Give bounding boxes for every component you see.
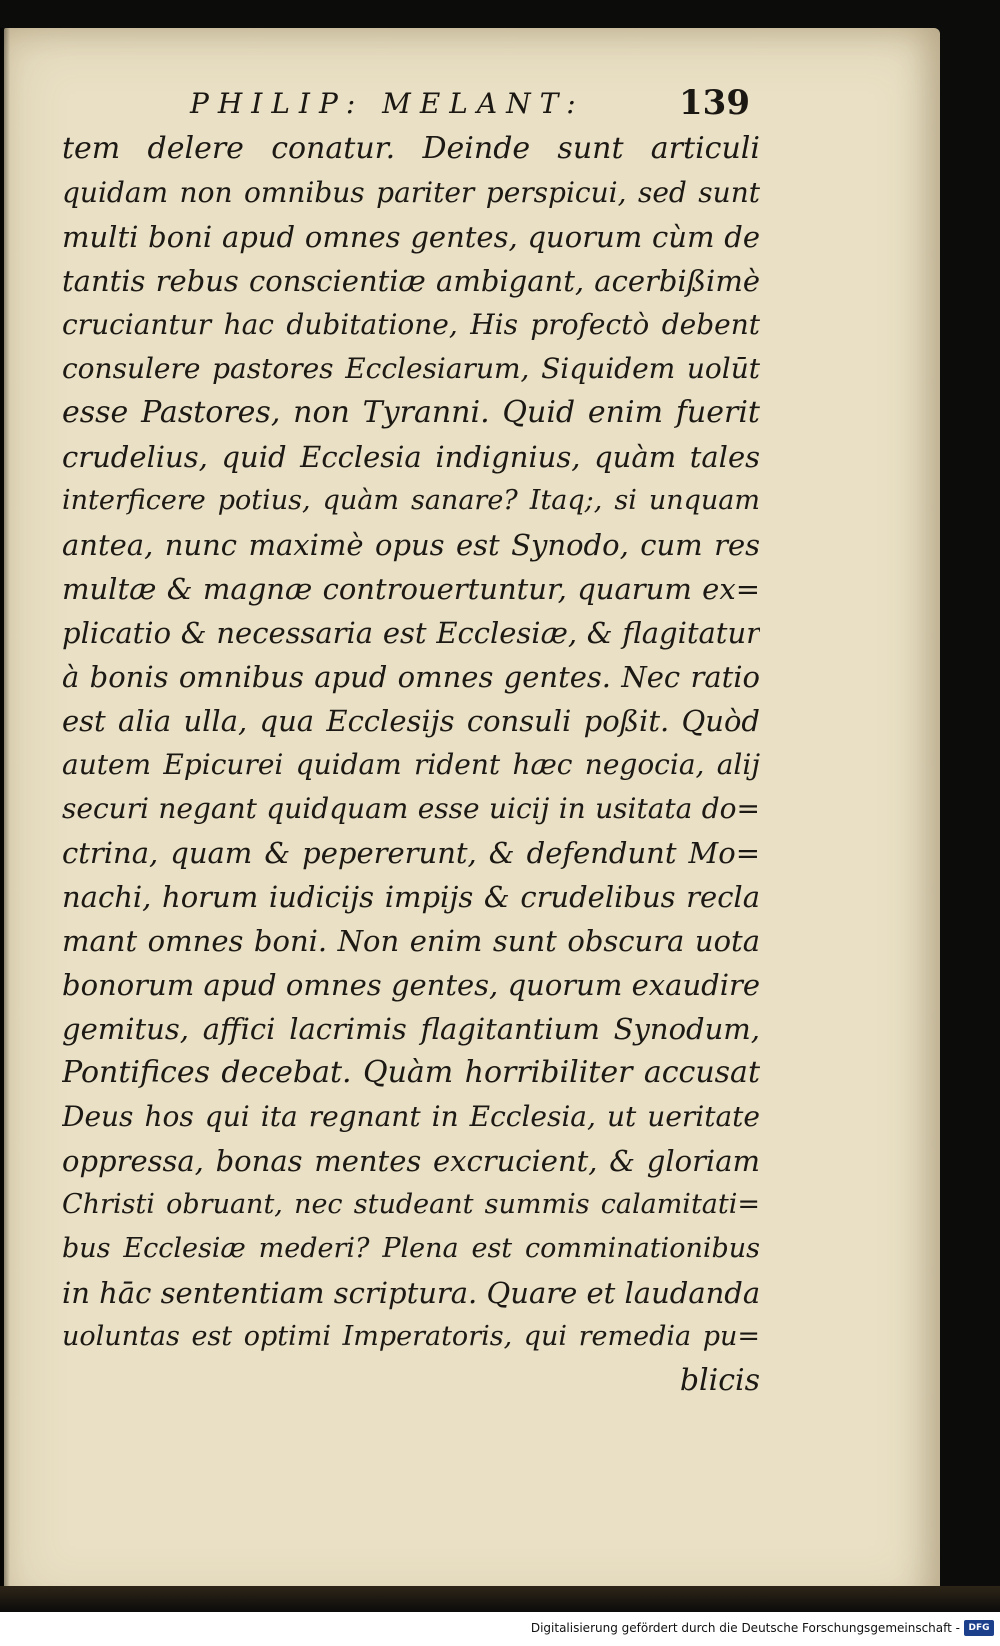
- dfg-logo-icon: DFG: [964, 1620, 994, 1636]
- text-line: est alia ulla, qua Ecclesijs consuli poßit. Quòd: [62, 704, 760, 738]
- text-line: ctrina, quam & pepererunt, & defendunt Mo=: [62, 836, 760, 870]
- text-line: in hāc sententiam scriptura. Quare et laudanda: [62, 1276, 760, 1310]
- text-line: consulere pastores Ecclesiarum, Siquidem uolūt: [62, 352, 760, 385]
- text-line: cruciantur hac dubitatione, His profectò debent: [62, 308, 760, 341]
- text-line: plicatio & necessaria est Ecclesiæ, & flagitatur: [62, 616, 760, 650]
- text-line: mant omnes boni. Non enim sunt obscura uota: [62, 924, 760, 958]
- gutter-shadow: [0, 28, 10, 1612]
- text-line: autem Epicurei quidam rident hæc negocia, alij: [62, 748, 760, 781]
- text-line: esse Pastores, non Tyranni. Quid enim fuerit: [62, 395, 760, 430]
- text-line: antea, nunc maximè opus est Synodo, cum res: [62, 528, 760, 562]
- text-line: bonorum apud omnes gentes, quorum exaudire: [62, 968, 760, 1002]
- funding-credit: Digitalisierung gefördert durch die Deutsche Forschungsgemeinschaft -: [530, 1621, 960, 1635]
- text-line: interficere potius, quàm sanare? Itaq;, si unquam: [62, 485, 760, 516]
- text-line: multæ & magnæ controuertuntur, quarum ex=: [62, 572, 760, 606]
- text-line: Christi obruant, nec studeant summis calamitati=: [62, 1189, 760, 1220]
- page-bottom-edge: [0, 1586, 1000, 1612]
- text-line: blicis: [679, 1363, 760, 1398]
- page-header: [190, 83, 750, 127]
- text-line: bus Ecclesiæ mederi? Plena est comminationibus: [62, 1233, 760, 1264]
- text-line: uoluntas est optimi Imperatoris, qui remedia pu=: [62, 1321, 760, 1352]
- text-line: securi negant quidquam esse uicij in usitata do=: [62, 792, 760, 825]
- text-line: tantis rebus conscientiæ ambigant, acerbißimè: [62, 264, 760, 298]
- text-line: multi boni apud omnes gentes, quorum cùm de: [62, 220, 760, 254]
- text-line: à bonis omnibus apud omnes gentes. Nec ratio: [62, 660, 760, 694]
- text-line: quidam non omnibus pariter perspicui, sed sunt: [62, 176, 760, 209]
- digitization-footer: [0, 1612, 1000, 1646]
- text-line: crudelius, quid Ecclesia indignius, quàm tales: [62, 440, 760, 474]
- body-text: [62, 127, 760, 1403]
- text-line: tem delere conatur. Deinde sunt articuli: [62, 131, 760, 166]
- text-line: Deus hos qui ita regnant in Ecclesia, ut ueritate: [62, 1100, 760, 1133]
- text-line: gemitus, affici lacrimis flagitantium Synodum,: [62, 1012, 760, 1046]
- text-line: oppressa, bonas mentes excrucient, & gloriam: [62, 1144, 760, 1178]
- running-head: PHILIP: MELANT:: [190, 87, 585, 120]
- text-line: nachi, horum iudicijs impijs & crudelibus recla: [62, 880, 760, 914]
- text-line: Pontifices decebat. Quàm horribiliter accusat: [62, 1055, 760, 1090]
- page-number: 139: [679, 83, 750, 123]
